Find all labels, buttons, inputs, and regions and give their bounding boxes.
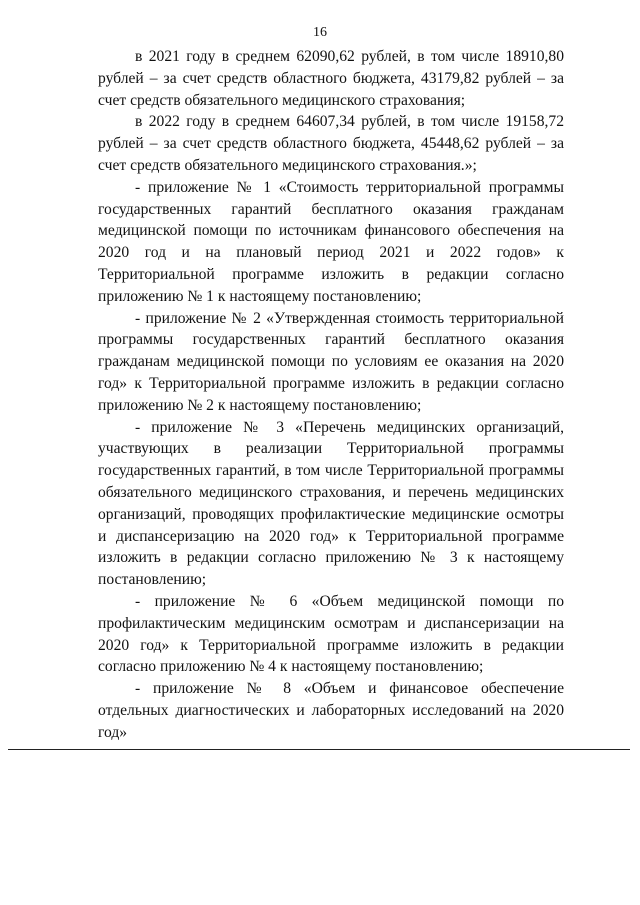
document-body bbox=[98, 46, 564, 744]
page-number: 16 bbox=[313, 25, 327, 40]
paragraph-appendix-6: - приложение № 6 «Объем медицинской помощи по профилактическим медицинским осмотрам и диспансеризации на 2020 год» к Территориальной программе изложить в редакции согласно приложению № 4 к настоящему постановлению; bbox=[98, 592, 564, 676]
paragraph-appendix-1: - приложение № 1 «Стоимость территориальной программы государственных гарантий бесплатного оказания гражданам медицинской помощи по источникам финансового обеспечения на 2020 год и на плановый период 2021 и 2022 годов» к Территориальной программе изложить в редакции согласно приложению № 1 к настоящему постановлению; bbox=[98, 178, 564, 305]
paragraph-2021-average: в 2021 году в среднем 62090,62 рублей, в том числе 18910,80 рублей – за счет средств областного бюджета, 43179,82 рублей – за счет средств обязательного медицинского страхования; bbox=[98, 48, 564, 109]
paragraph-2022-average: в 2022 году в среднем 64607,34 рублей, в том числе 19158,72 рублей – за счет средств областного бюджета, 45448,62 рублей – за счет средств обязательного медицинского страхования.»; bbox=[98, 113, 564, 174]
paragraph-appendix-3: - приложение № 3 «Перечень медицинских организаций, участвующих в реализации Территориальной программы государственных гарантий, в том числе Территориальной программы обязательного медицинского страхования, и перечень медицинских организаций, проводящих профилактические медицинские осмотры и диспансеризацию на 2020 год» к Территориальной программе изложить в редакции согласно приложению № 3 к настоящему постановлению; bbox=[98, 418, 564, 589]
paragraph-appendix-8: - приложение № 8 «Объем и финансовое обеспечение отдельных диагностических и лабораторных исследований на 2020 год» bbox=[98, 680, 564, 741]
paragraph-appendix-2: - приложение № 2 «Утвержденная стоимость территориальной программы государственных гарантий бесплатного оказания гражданам медицинской помощи по условиям ее оказания на 2020 год» к Территориальной программе изложить в редакции согласно приложению № 2 к настоящему постановлению; bbox=[98, 309, 564, 414]
footer-divider-line bbox=[8, 749, 630, 750]
